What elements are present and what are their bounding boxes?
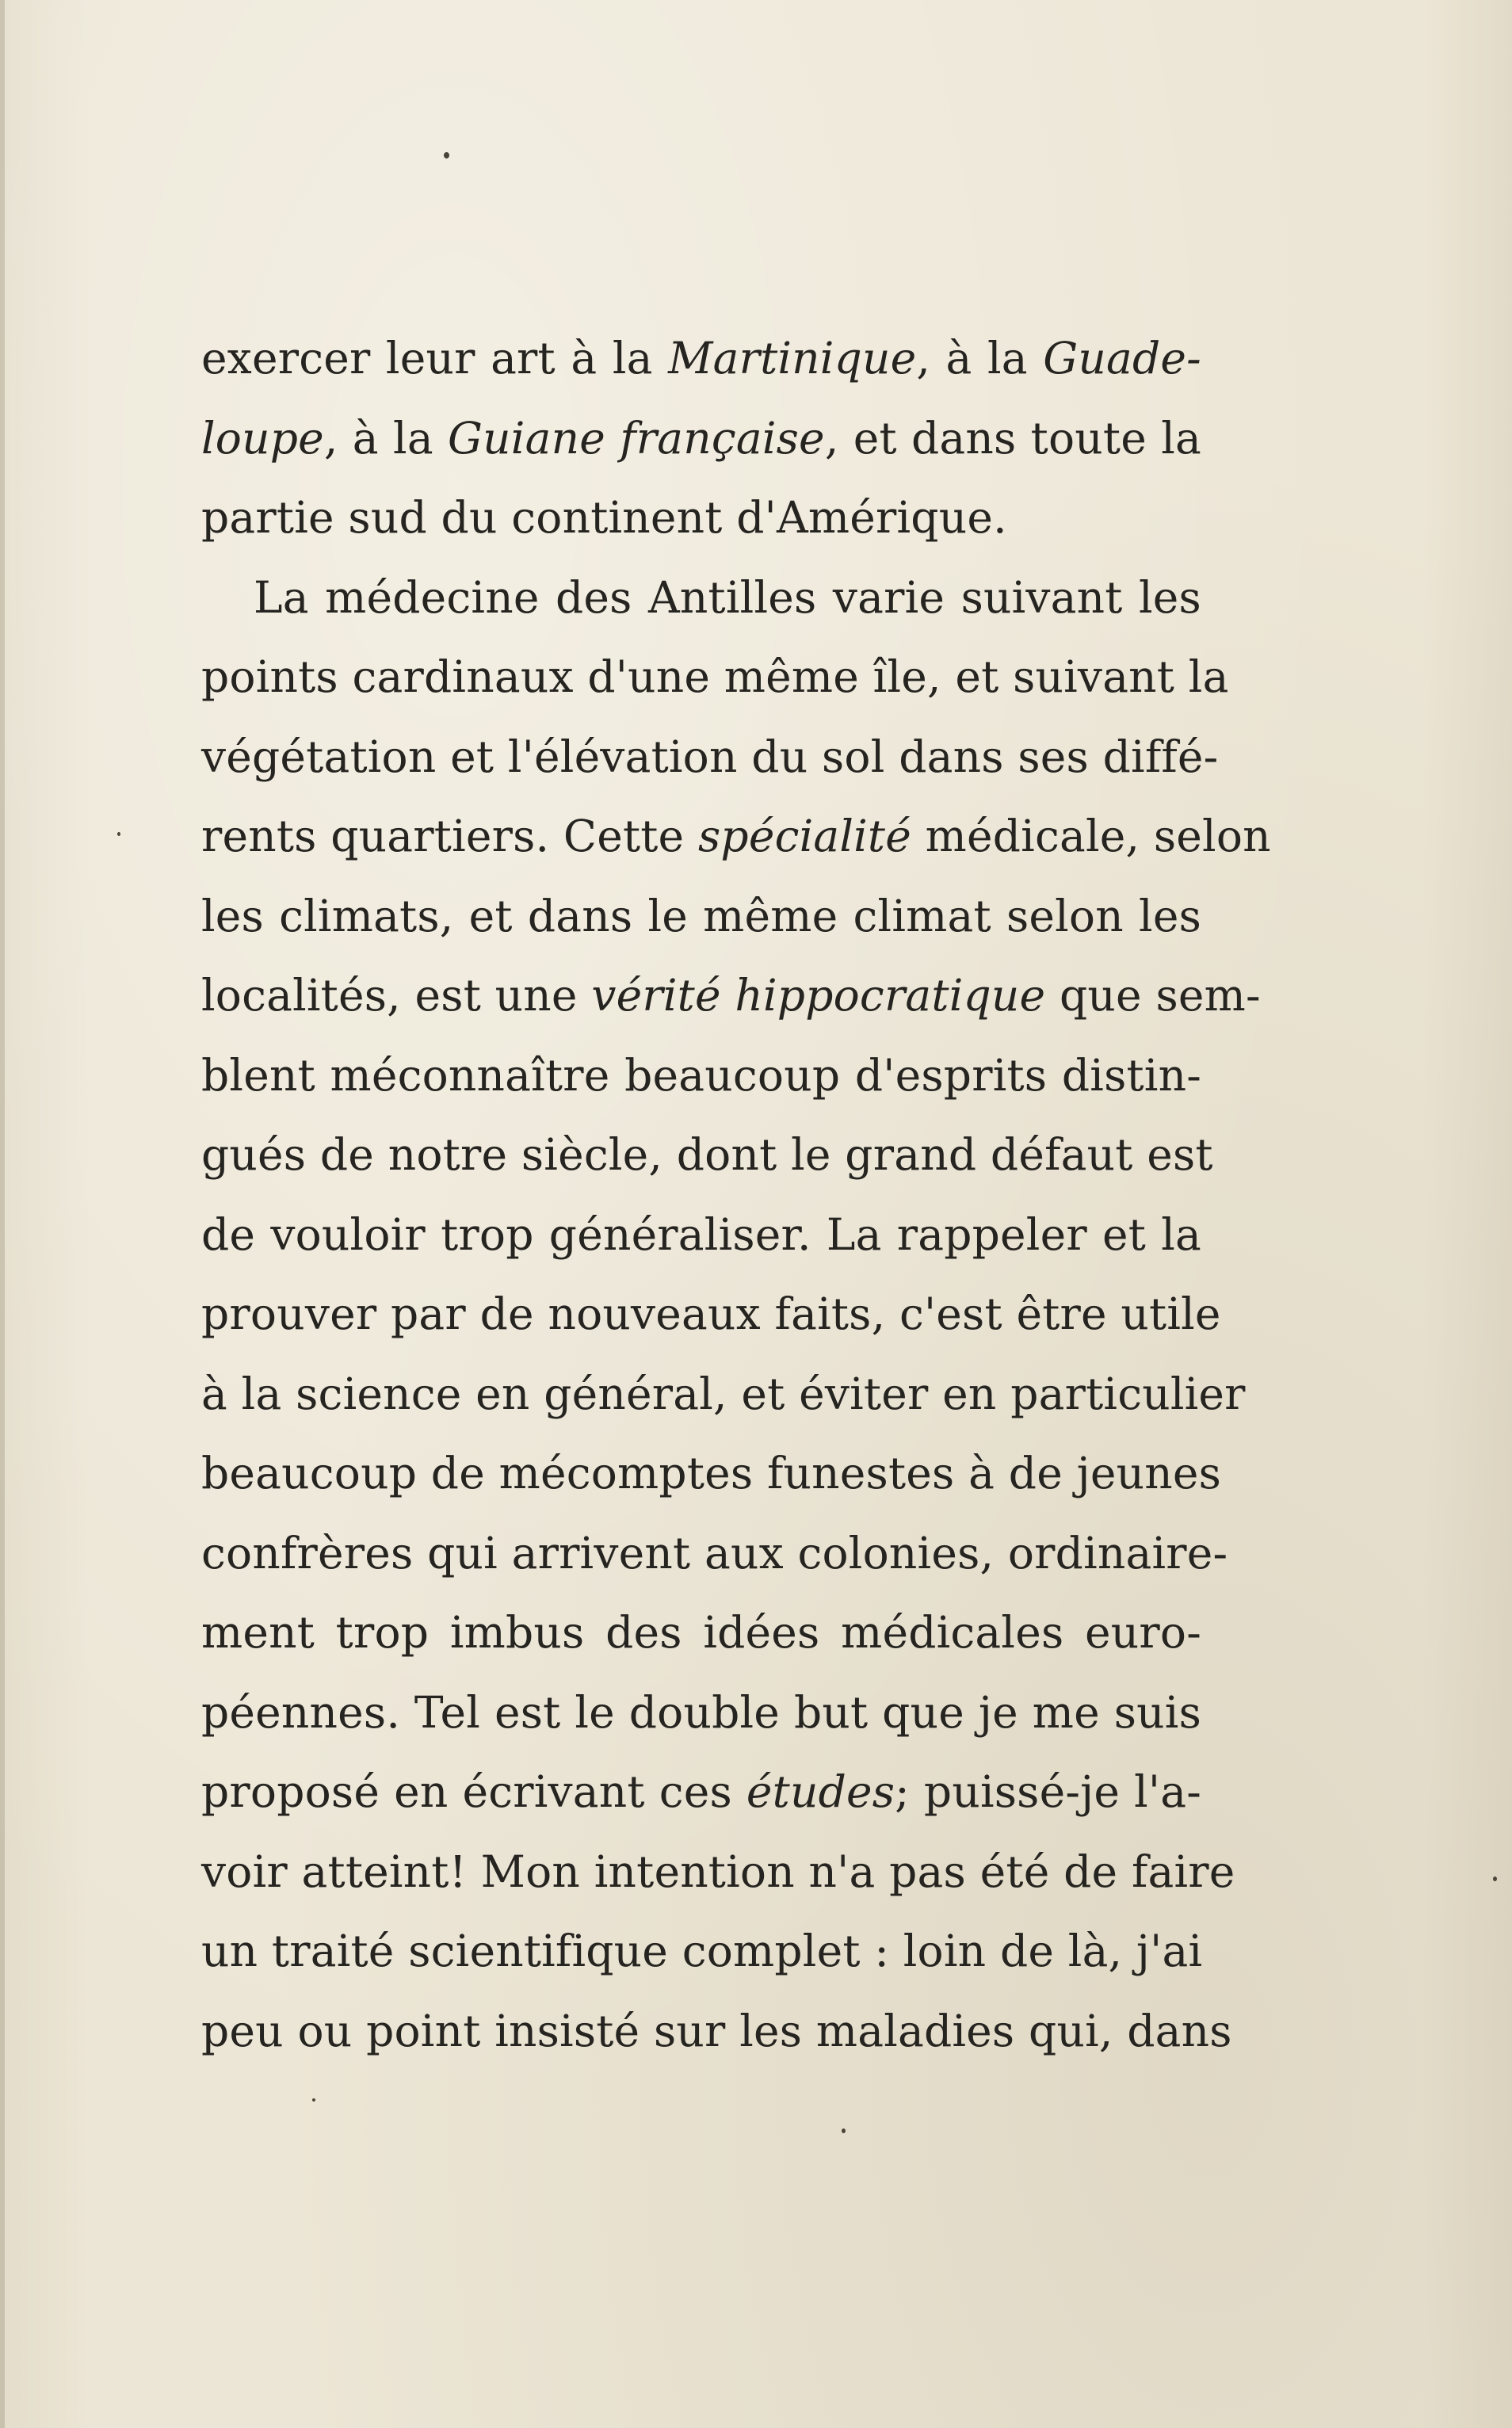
italic-term: spécialité: [697, 811, 911, 861]
text-line-1: exercer leur art à la Martinique, à la Guade-: [201, 333, 1201, 384]
text-line-15: beaucoup de mécomptes funestes à de jeunes: [201, 1448, 1222, 1498]
italic-term: loupe: [201, 412, 324, 464]
text-line-8: les climats, et dans le même climat selon les: [201, 890, 1201, 941]
text-line-18: péennes. Tel est le double but que je me suis: [201, 1686, 1201, 1738]
text-line-5: points cardinaux d'une même île, et suivant la: [201, 651, 1229, 702]
text-line-22: peu ou point insisté sur les maladies qui, dans: [201, 2005, 1232, 2056]
italic-term: Guade-: [1043, 333, 1201, 384]
text-line-19: proposé en écrivant ces études; puissé-je l'a-: [201, 1766, 1202, 1817]
text-line-2: loupe, à la Guiane française, et dans toute la: [201, 412, 1201, 464]
text-line-7: rents quartiers. Cette spécialité médicale, selon: [201, 811, 1271, 861]
text-line-6: végétation et l'élévation du sol dans ses diffé-: [201, 731, 1219, 782]
italic-term: études: [746, 1766, 895, 1817]
text-line-14: à la science en général, et éviter en particulier: [201, 1368, 1246, 1419]
ink-speck: [842, 2128, 846, 2133]
ink-speck: [1493, 1876, 1497, 1881]
ink-speck: [117, 832, 120, 836]
text-line-13: prouver par de nouveaux faits, c'est être utile: [201, 1288, 1221, 1339]
text-line-9: localités, est une vérité hippocratique que sem-: [201, 970, 1261, 1021]
text-line-11: gués de notre siècle, dont le grand défaut est: [201, 1129, 1213, 1180]
ink-speck: [444, 152, 449, 158]
italic-term: Guiane française: [448, 412, 825, 464]
body-text: [201, 319, 1271, 2071]
text-line-17: ment trop imbus des idées médicales euro-: [201, 1607, 1201, 1658]
text-line-12: de vouloir trop généraliser. La rappeler et la: [201, 1208, 1201, 1260]
page-crease-left: [0, 0, 5, 2428]
text-line-10: blent méconnaître beaucoup d'esprits distin-: [201, 1049, 1201, 1101]
text-line-16: confrères qui arrivent aux colonies, ordinaire-: [201, 1527, 1228, 1579]
ink-speck: [312, 2098, 315, 2102]
text-line-21: un traité scientifique complet : loin de là, j'ai: [201, 1926, 1203, 1976]
text-line-3: partie sud du continent d'Amérique.: [201, 492, 1007, 543]
text-line-4: La médecine des Antilles varie suivant les: [254, 571, 1201, 623]
italic-term: vérité hippocratique: [591, 970, 1046, 1021]
text-line-20: voir atteint! Mon intention n'a pas été de faire: [201, 1846, 1235, 1897]
italic-term: Martinique: [668, 333, 917, 384]
